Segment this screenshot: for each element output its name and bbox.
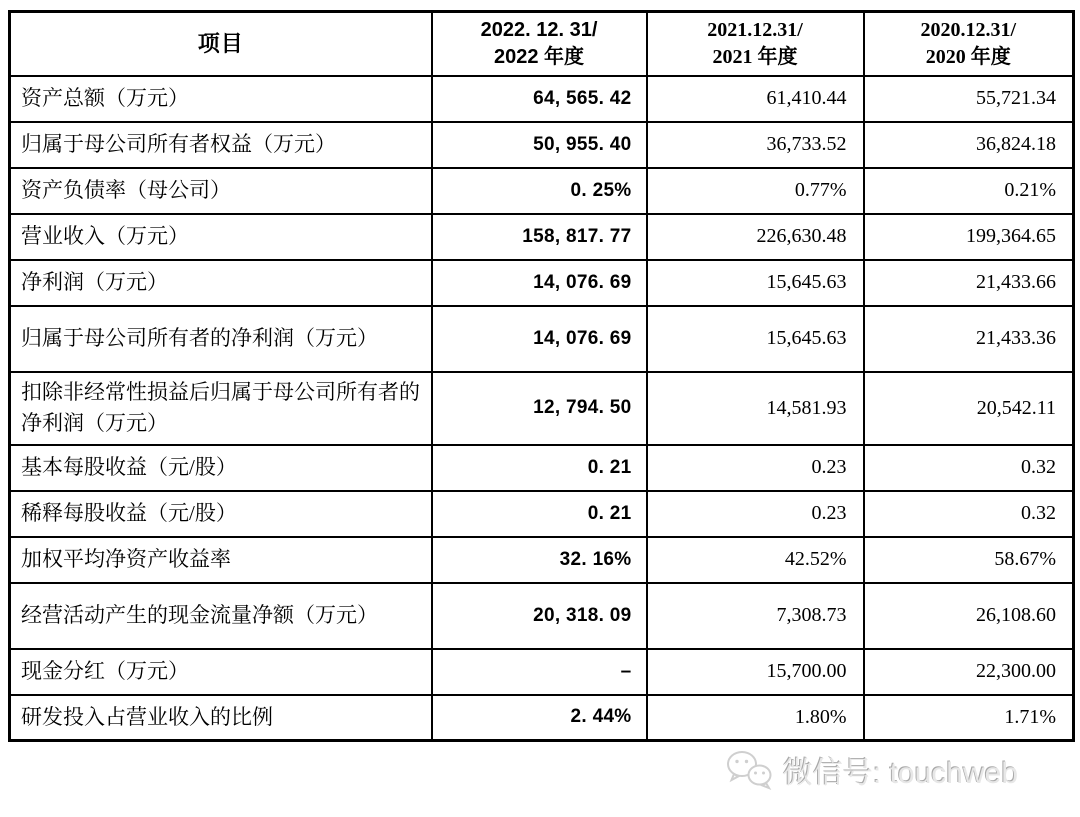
row-label: 资产负债率（母公司）	[10, 168, 432, 214]
table-row	[10, 122, 1074, 168]
value-2022: 0. 21	[432, 491, 647, 537]
row-label: 营业收入（万元）	[10, 214, 432, 260]
row-label: 归属于母公司所有者的净利润（万元）	[10, 306, 432, 372]
header-2022-line1: 2022. 12. 31/	[480, 18, 598, 41]
value-2020: 55,721.34	[864, 76, 1074, 122]
header-2021-line1: 2021.12.31/	[707, 18, 803, 41]
header-2020	[864, 12, 1074, 76]
table-row	[10, 695, 1074, 741]
table-header-row	[10, 12, 1074, 76]
value-2021: 0.23	[647, 491, 864, 537]
value-2021: 42.52%	[647, 537, 864, 583]
value-2020: 22,300.00	[864, 649, 1074, 695]
table-row	[10, 445, 1074, 491]
table-row	[10, 306, 1074, 372]
value-2020: 21,433.66	[864, 260, 1074, 306]
value-2020: 58.67%	[864, 537, 1074, 583]
value-2020: 0.32	[864, 491, 1074, 537]
financial-summary-table	[8, 10, 1075, 742]
value-2021: 0.77%	[647, 168, 864, 214]
value-2022: 20, 318. 09	[432, 583, 647, 649]
value-2022: 2. 44%	[432, 695, 647, 741]
value-2021: 15,645.63	[647, 260, 864, 306]
table-row	[10, 491, 1074, 537]
header-2020-line1: 2020.12.31/	[920, 18, 1017, 41]
wechat-watermark	[725, 748, 1018, 792]
header-2022	[432, 12, 647, 76]
row-label: 基本每股收益（元/股）	[10, 445, 432, 491]
value-2020: 20,542.11	[864, 372, 1074, 445]
value-2022: 32. 16%	[432, 537, 647, 583]
value-2021: 1.80%	[647, 695, 864, 741]
value-2021: 14,581.93	[647, 372, 864, 445]
row-label: 研发投入占营业收入的比例	[10, 695, 432, 741]
value-2022: 0. 21	[432, 445, 647, 491]
value-2021: 61,410.44	[647, 76, 864, 122]
value-2022: 64, 565. 42	[432, 76, 647, 122]
table-row	[10, 214, 1074, 260]
value-2021: 15,700.00	[647, 649, 864, 695]
table-row	[10, 537, 1074, 583]
value-2022: 50, 955. 40	[432, 122, 647, 168]
header-2022-line2: 2022 年度	[493, 45, 585, 68]
table-row	[10, 372, 1074, 445]
value-2020: 199,364.65	[864, 214, 1074, 260]
value-2020: 0.32	[864, 445, 1074, 491]
row-label: 加权平均净资产收益率	[10, 537, 432, 583]
table-row	[10, 583, 1074, 649]
row-label: 净利润（万元）	[10, 260, 432, 306]
row-label: 稀释每股收益（元/股）	[10, 491, 432, 537]
header-2021	[647, 12, 864, 76]
value-2021: 226,630.48	[647, 214, 864, 260]
header-2021-line2: 2021 年度	[712, 45, 798, 68]
value-2022: 158, 817. 77	[432, 214, 647, 260]
value-2021: 7,308.73	[647, 583, 864, 649]
value-2020: 36,824.18	[864, 122, 1074, 168]
header-item: 项目	[10, 12, 432, 76]
wechat-icon	[725, 749, 773, 791]
header-2020-line2: 2020 年度	[925, 45, 1011, 68]
value-2022: 0. 25%	[432, 168, 647, 214]
value-2021: 15,645.63	[647, 306, 864, 372]
row-label: 资产总额（万元）	[10, 76, 432, 122]
value-2022: –	[432, 649, 647, 695]
table-row	[10, 168, 1074, 214]
table-row	[10, 649, 1074, 695]
value-2021: 0.23	[647, 445, 864, 491]
value-2022: 14, 076. 69	[432, 260, 647, 306]
table-row	[10, 76, 1074, 122]
row-label: 扣除非经常性损益后归属于母公司所有者的净利润（万元）	[10, 372, 432, 445]
value-2020: 0.21%	[864, 168, 1074, 214]
wechat-id-label: 微信号: touchweb	[782, 757, 1018, 790]
value-2021: 36,733.52	[647, 122, 864, 168]
value-2020: 26,108.60	[864, 583, 1074, 649]
value-2022: 12, 794. 50	[432, 372, 647, 445]
row-label: 归属于母公司所有者权益（万元）	[10, 122, 432, 168]
value-2022: 14, 076. 69	[432, 306, 647, 372]
value-2020: 1.71%	[864, 695, 1074, 741]
table-row	[10, 260, 1074, 306]
row-label: 经营活动产生的现金流量净额（万元）	[10, 583, 432, 649]
value-2020: 21,433.36	[864, 306, 1074, 372]
row-label: 现金分红（万元）	[10, 649, 432, 695]
